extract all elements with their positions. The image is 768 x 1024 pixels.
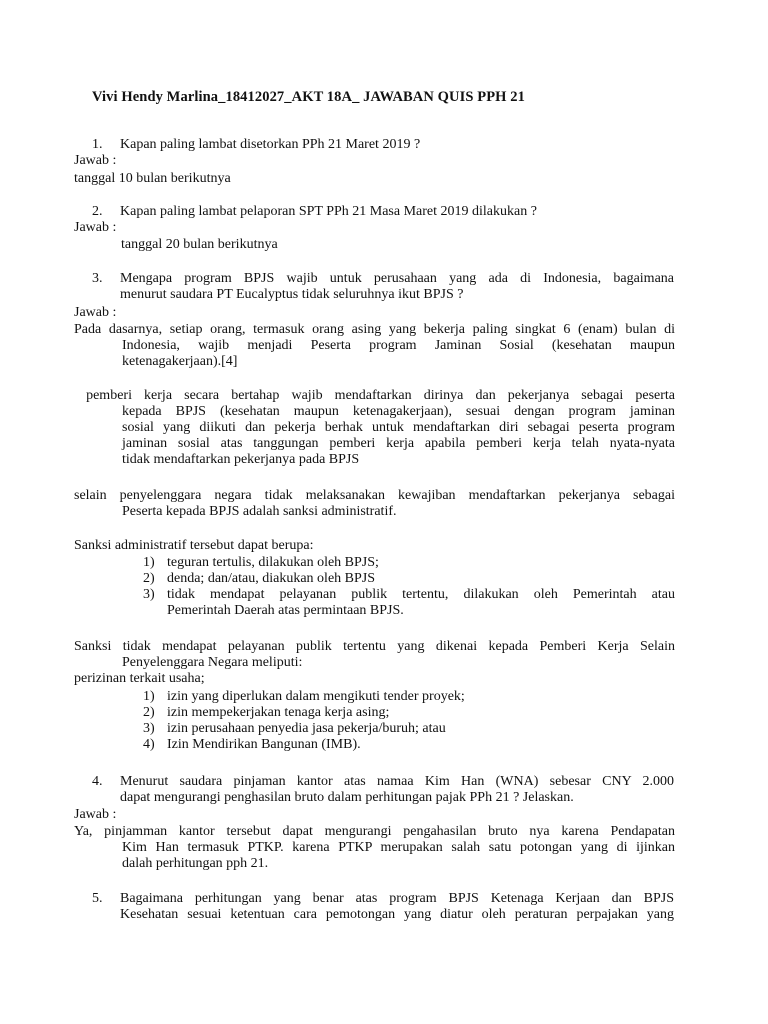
paragraph-line: Indonesia, wajib menjadi Peserta program Jaminan Sosial (kesehatan maupun <box>122 338 675 353</box>
list-text: teguran tertulis, dilakukan oleh BPJS; <box>167 555 379 570</box>
paragraph-line: sosial yang diikuti dan pekerja berhak untuk mendaftarkan diri sebagai peserta program <box>122 420 675 435</box>
question-3 <box>92 271 674 303</box>
paragraph-line: Ya, pinjamman kantor tersebut dapat mengurangi pengahasilan bruto nya karena Pendapatan <box>74 824 675 839</box>
page-title: Vivi Hendy Marlina_18412027_AKT 18A_ JAWABAN QUIS PPH 21 <box>92 89 525 105</box>
list-number: 2) <box>143 571 155 586</box>
paragraph-line: kepada BPJS (kesehatan maupun ketenagakerjaan), sesuai dengan program jaminan <box>122 404 675 419</box>
question-number: 2. <box>92 204 103 219</box>
list-item <box>143 689 465 705</box>
sanksi-intro: Sanksi administratif tersebut dapat berupa: <box>74 538 314 553</box>
question-1 <box>92 137 420 153</box>
list-item <box>143 587 675 619</box>
list-text-line: tidak mendapat pelayanan publik tertentu, dilakukan oleh Pemerintah atau <box>167 587 675 602</box>
jawab-label: Jawab : <box>74 305 117 320</box>
jawab-label: Jawab : <box>74 153 117 168</box>
izin-list <box>143 689 465 753</box>
list-number: 1) <box>143 555 155 570</box>
question-text <box>120 891 674 923</box>
list-item <box>143 721 465 737</box>
answer-3-paragraph-4 <box>74 639 675 687</box>
paragraph-line: Penyelenggara Negara meliputi: <box>122 655 303 670</box>
list-item <box>143 571 675 587</box>
list-text: denda; dan/atau, diakukan oleh BPJS <box>167 571 376 586</box>
question-number: 4. <box>92 774 103 789</box>
question-number: 5. <box>92 891 103 906</box>
list-text: izin mempekerjakan tenaga kerja asing; <box>167 705 390 720</box>
list-text: Izin Mendirikan Bangunan (IMB). <box>167 737 361 752</box>
jawab-label: Jawab : <box>74 220 117 235</box>
paragraph-line: Kim Han termasuk PTKP. karena PTKP merupakan salah satu potongan yang di ijinkan <box>122 840 675 855</box>
question-5 <box>92 891 674 923</box>
question-number: 3. <box>92 271 103 286</box>
paragraph-line: ketenagakerjaan).[4] <box>122 354 238 369</box>
answer-2: tanggal 20 bulan berikutnya <box>121 237 278 252</box>
list-text: izin perusahaan penyedia jasa pekerja/buruh; atau <box>167 721 446 736</box>
answer-3-paragraph-3 <box>74 488 675 520</box>
list-number: 4) <box>143 737 155 752</box>
question-text <box>120 271 674 303</box>
paragraph-line: selain penyelenggara negara tidak melaksanakan kewajiban mendaftarkan pekerjanya sebagai <box>74 488 675 503</box>
answer-3-paragraph-2 <box>74 388 675 468</box>
list-text <box>167 587 675 619</box>
perizinan-label: perizinan terkait usaha; <box>74 671 205 686</box>
list-item <box>143 737 465 753</box>
sanksi-list <box>143 555 675 619</box>
question-text: Kapan paling lambat disetorkan PPh 21 Maret 2019 ? <box>120 137 421 152</box>
question-4 <box>92 774 674 806</box>
paragraph-line: Sanksi tidak mendapat pelayanan publik tertentu yang dikenai kepada Pemberi Kerja Selain <box>74 639 675 654</box>
question-line: menurut saudara PT Eucalyptus tidak seluruhnya ikut BPJS ? <box>120 287 464 302</box>
jawab-label: Jawab : <box>74 807 117 822</box>
list-text-line: Pemerintah Daerah atas permintaan BPJS. <box>167 603 404 618</box>
list-number: 3) <box>143 721 155 736</box>
paragraph-line: jaminan sosial atas tanggungan pemberi kerja apabila pemberi kerja telah nyata-nyata <box>122 436 675 451</box>
paragraph-line: tidak mendaftarkan pekerjanya pada BPJS <box>122 452 360 467</box>
question-line: Bagaimana perhitungan yang benar atas program BPJS Ketenaga Kerjaan dan BPJS <box>120 891 674 906</box>
answer-4 <box>74 824 675 872</box>
paragraph-line: dalah perhitungan pph 21. <box>122 856 269 871</box>
question-number: 1. <box>92 137 103 152</box>
question-line: Menurut saudara pinjaman kantor atas namaa Kim Han (WNA) sebesar CNY 2.000 <box>120 774 674 789</box>
question-2 <box>92 204 537 220</box>
list-item <box>143 705 465 721</box>
question-line: Kesehatan sesuai ketentuan cara pemotongan yang diatur oleh peraturan perpajakan yang <box>120 907 674 922</box>
paragraph-line: Pada dasarnya, setiap orang, termasuk orang asing yang bekerja paling singkat 6 (enam) bulan di <box>74 322 675 337</box>
answer-1: tanggal 10 bulan berikutnya <box>74 171 231 186</box>
paragraph-line: Peserta kepada BPJS adalah sanksi administratif. <box>122 504 397 519</box>
question-line: Mengapa program BPJS wajib untuk perusahaan yang ada di Indonesia, bagaimana <box>120 271 674 286</box>
answer-3-paragraph-1 <box>74 322 675 370</box>
list-number: 3) <box>143 587 155 602</box>
question-text: Kapan paling lambat pelaporan SPT PPh 21 Masa Maret 2019 dilakukan ? <box>120 204 537 219</box>
question-line: dapat mengurangi penghasilan bruto dalam perhitungan pajak PPh 21 ? Jelaskan. <box>120 790 574 805</box>
list-number: 2) <box>143 705 155 720</box>
list-text: izin yang diperlukan dalam mengikuti tender proyek; <box>167 689 465 704</box>
question-text <box>120 774 674 806</box>
paragraph-line: pemberi kerja secara bertahap wajib mendaftarkan dirinya dan pekerjanya sebagai peserta <box>74 388 675 403</box>
list-number: 1) <box>143 689 155 704</box>
list-item <box>143 555 675 571</box>
